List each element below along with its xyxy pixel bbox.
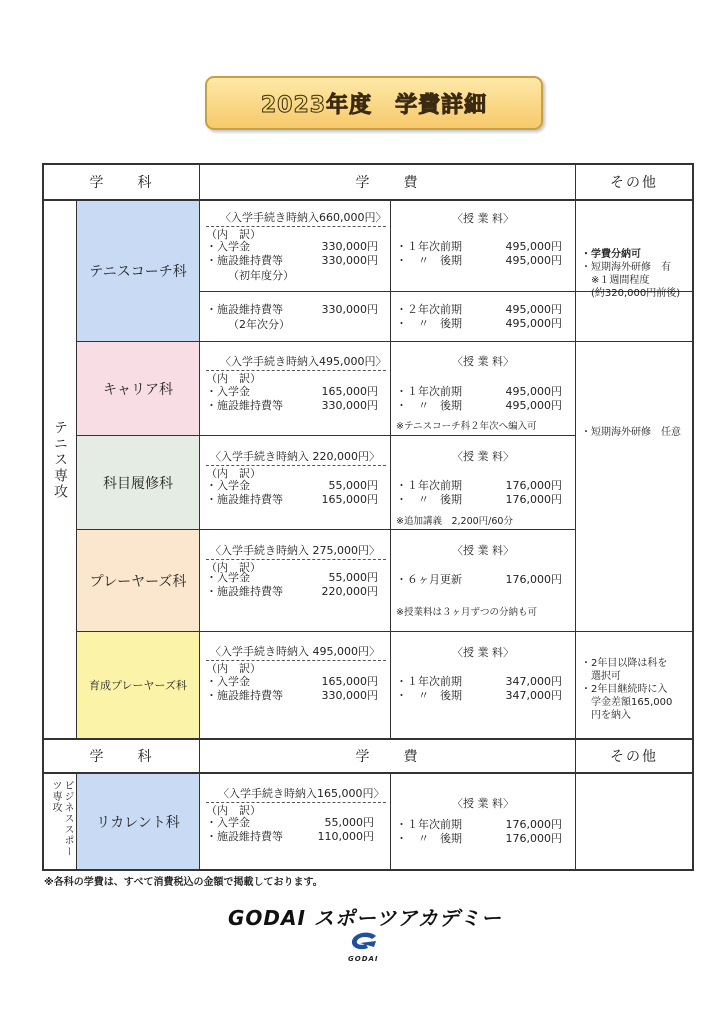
item-label: ・施設維持費等 [206, 493, 283, 506]
item-label: ・施設維持費等 [206, 399, 283, 412]
item-label: ・施設維持費等 [206, 303, 283, 316]
tuition-amount: 495,000円 [505, 399, 562, 412]
grid-line [692, 163, 694, 871]
header-other-2: その他 [610, 749, 658, 765]
tuition-label: ・１年次前期 [396, 385, 462, 398]
dept-name: キャリア科 [103, 381, 173, 398]
logo-swoosh-icon [346, 930, 386, 954]
dept-note: ※追加講義 2,200円/60分 [396, 516, 513, 527]
tuition-amount: 176,000円 [505, 832, 562, 845]
enroll-total: 〈入学手続き時納入 275,000円〉 [210, 544, 380, 557]
item-sub-note: （2年次分） [228, 318, 290, 331]
other-line: 選択可 [581, 671, 621, 682]
item-amount: 165,000円 [321, 675, 378, 688]
header-dept-2: 学 科 [89, 749, 154, 765]
enroll-total: 〈入学手続き時納入165,000円〉 [218, 787, 385, 800]
header-fee: 学 費 [355, 175, 420, 191]
group-tennis-label: テニス専攻 [52, 420, 68, 500]
item-label: ・入学金 [206, 675, 250, 688]
tuition-amount: 347,000円 [505, 675, 562, 688]
page-title: 2023年度 学費詳細 [260, 92, 488, 118]
tuition-heading: 〈授 業 料〉 [452, 544, 514, 557]
item-amount: 330,000円 [321, 303, 378, 316]
item-label: ・入学金 [206, 240, 250, 253]
other-line: (約320,000円前後) [581, 288, 681, 299]
tuition-amount: 176,000円 [505, 479, 562, 492]
dept-name: 科目履修科 [103, 475, 173, 492]
grid-line [390, 199, 391, 739]
item-label: ・入学金 [206, 816, 250, 829]
tuition-heading: 〈授 業 料〉 [452, 450, 514, 463]
tuition-amount: 495,000円 [505, 317, 562, 330]
dotted-divider [206, 370, 386, 371]
item-label: ・入学金 [206, 385, 250, 398]
dept-note: ※テニスコーチ科２年次へ編入可 [396, 421, 537, 432]
dept-name: リカレント科 [96, 815, 180, 831]
breakdown-label: （内 訳） [206, 228, 261, 241]
tuition-amount: 495,000円 [505, 385, 562, 398]
logo-sub: GODAI [348, 955, 379, 963]
item-amount: 110,000円 [317, 830, 374, 843]
dotted-divider [206, 226, 386, 227]
logo-text: GODAI スポーツアカデミー [228, 906, 502, 930]
tuition-amount: 176,000円 [505, 493, 562, 506]
item-amount: 55,000円 [328, 571, 378, 584]
item-sub-note: （初年度分） [228, 269, 294, 282]
breakdown-label: （内 訳） [206, 561, 261, 574]
breakdown-label: （内 訳） [206, 662, 261, 675]
tuition-heading: 〈授 業 料〉 [452, 355, 514, 368]
other-line: ・短期海外研修 有 [581, 262, 671, 273]
item-amount: 330,000円 [321, 689, 378, 702]
item-amount: 165,000円 [321, 385, 378, 398]
enroll-total: 〈入学手続き時納入 495,000円〉 [210, 645, 380, 658]
header-other: その他 [610, 175, 658, 191]
dotted-divider [206, 559, 386, 560]
dept-name: テニスコーチ科 [89, 264, 187, 280]
item-label: ・施設維持費等 [206, 689, 283, 702]
footnote: ※各科の学費は、すべて消費税込の金額で掲載しております。 [44, 877, 323, 888]
item-label: ・施設維持費等 [206, 830, 283, 843]
enroll-total: 〈入学手続き時納入660,000円〉 [220, 211, 387, 224]
tuition-label: ・ 〃 後期 [396, 832, 462, 845]
other-line: ※１週間程度 [581, 275, 650, 286]
tuition-amount: 495,000円 [505, 303, 562, 316]
item-label: ・入学金 [206, 571, 250, 584]
dotted-divider [206, 660, 386, 661]
header-dept: 学 科 [89, 175, 154, 191]
tuition-amount: 176,000円 [505, 818, 562, 831]
grid-line [390, 772, 391, 870]
group-business-label: ビジネススポーツ専攻 [50, 780, 73, 857]
tuition-label: ・１年次前期 [396, 479, 462, 492]
dept-name: プレーヤーズ科 [89, 573, 187, 590]
tuition-heading: 〈授 業 料〉 [452, 646, 514, 659]
tuition-label: ・ 〃 後期 [396, 689, 462, 702]
tuition-label: ・ 〃 後期 [396, 254, 462, 267]
header-fee-2: 学 費 [355, 749, 420, 765]
item-amount: 330,000円 [321, 399, 378, 412]
other-line: 学金差額165,000 [581, 697, 673, 708]
other-line: ・2年目以降は科を [581, 658, 668, 669]
item-label: ・入学金 [206, 479, 250, 492]
tuition-amount: 176,000円 [505, 573, 562, 586]
breakdown-label: （内 訳） [206, 804, 261, 817]
breakdown-label: （内 訳） [206, 467, 261, 480]
tuition-heading: 〈授 業 料〉 [452, 212, 514, 225]
tuition-heading: 〈授 業 料〉 [452, 797, 514, 810]
dotted-divider [206, 802, 386, 803]
item-amount: 55,000円 [328, 479, 378, 492]
tuition-label: ・ 〃 後期 [396, 399, 462, 412]
tuition-label: ・１年次前期 [396, 240, 462, 253]
tuition-label: ・ 〃 後期 [396, 317, 462, 330]
tuition-amount: 495,000円 [505, 240, 562, 253]
tuition-amount: 495,000円 [505, 254, 562, 267]
dotted-divider [206, 465, 386, 466]
tuition-label: ・６ヶ月更新 [396, 573, 462, 586]
item-amount: 330,000円 [321, 254, 378, 267]
dept-note: ※授業料は３ヶ月ずつの分納も可 [396, 607, 537, 618]
other-line: ・2年目継続時に入 [581, 684, 668, 695]
other-line: 円を納入 [581, 710, 631, 721]
item-amount: 165,000円 [321, 493, 378, 506]
tuition-label: ・１年次前期 [396, 818, 462, 831]
other-line: ・学費分納可 [581, 249, 641, 260]
dept-name: 育成プレーヤーズ科 [88, 679, 187, 692]
tuition-label: ・１年次前期 [396, 675, 462, 688]
item-amount: 330,000円 [321, 240, 378, 253]
enroll-total: 〈入学手続き時納入495,000円〉 [220, 355, 387, 368]
title-box [205, 76, 543, 130]
shared-other: ・短期海外研修 任意 [581, 427, 681, 438]
enroll-total: 〈入学手続き時納入 220,000円〉 [210, 450, 380, 463]
tuition-label: ・２年次前期 [396, 303, 462, 316]
item-label: ・施設維持費等 [206, 254, 283, 267]
item-amount: 55,000円 [324, 816, 374, 829]
breakdown-label: （内 訳） [206, 372, 261, 385]
tuition-amount: 347,000円 [505, 689, 562, 702]
item-amount: 220,000円 [321, 585, 378, 598]
item-label: ・施設維持費等 [206, 585, 283, 598]
tuition-label: ・ 〃 後期 [396, 493, 462, 506]
